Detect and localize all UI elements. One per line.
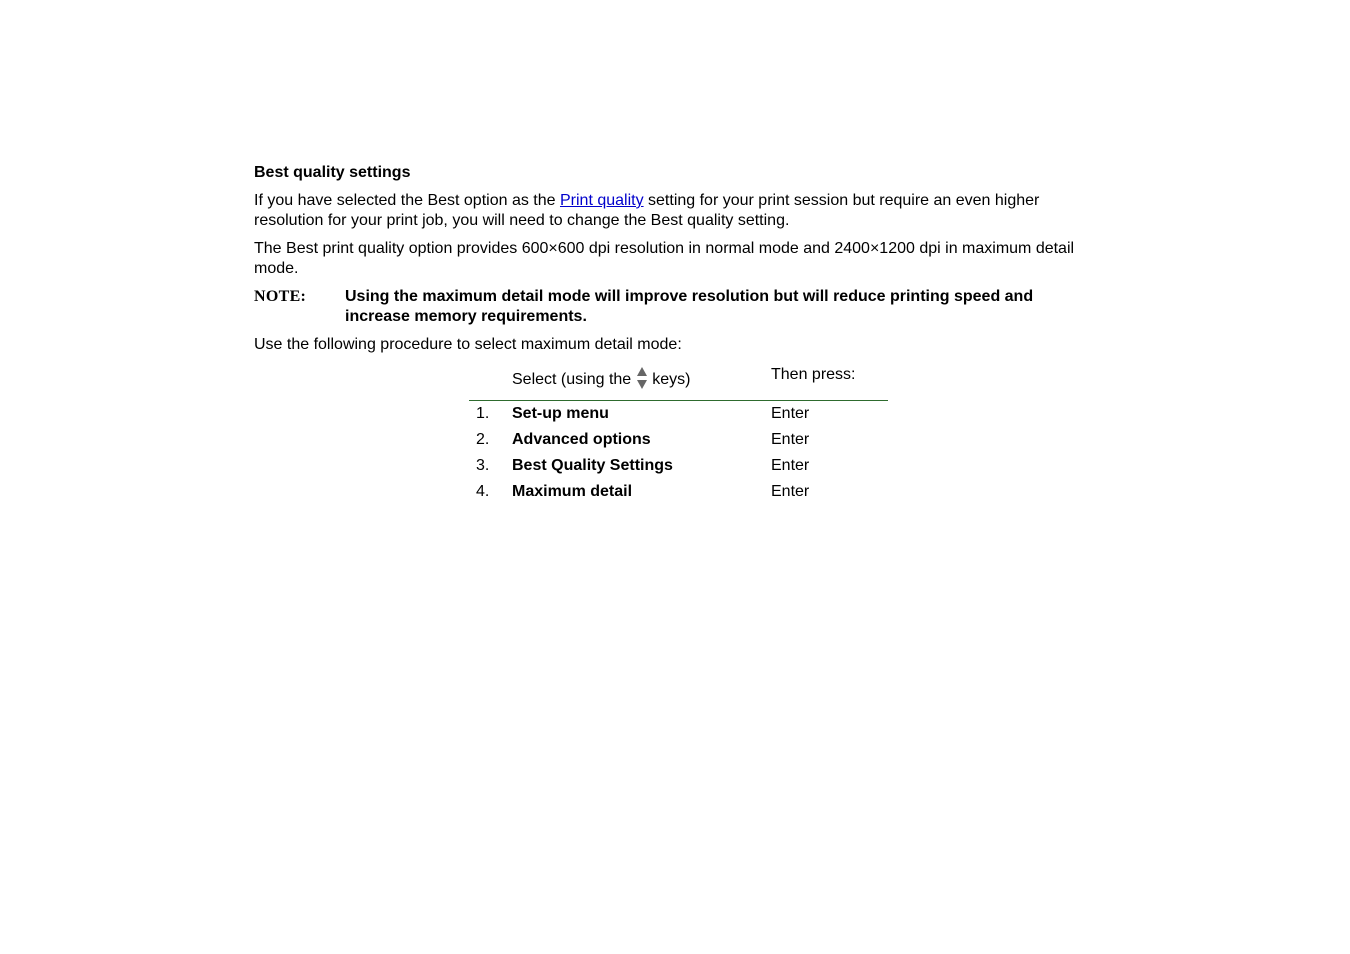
header-press-cell: Then press: [771,365,888,401]
procedure-table [469,365,888,505]
step-number: 4. [476,483,490,500]
up-down-arrow-keys-icon [636,366,648,390]
section-heading: Best quality settings [254,164,411,181]
step-select: Advanced options [512,431,651,448]
step-press: Enter [771,457,810,474]
step-press: Enter [771,405,810,422]
procedure-step-row [469,401,888,428]
procedure-step-row [469,453,888,479]
step-select: Maximum detail [512,483,633,500]
header-select-cell [512,365,771,401]
procedure-header-row [469,365,888,401]
note-block [254,287,1094,327]
resolution-paragraph: The Best print quality option provides 600×600 dpi resolution in normal mode and 2400×1200 dpi in maximum detail mode. [254,240,1075,277]
step-number: 3. [476,457,490,474]
note-text: Using the maximum detail mode will improve resolution but will reduce printing speed and increase memory requirements. [345,288,1034,325]
header-select-before: Select (using the [512,371,632,389]
step-select: Set-up menu [512,405,609,422]
step-press: Enter [771,483,810,500]
procedure-intro: Use the following procedure to select maximum detail mode: [254,336,682,353]
step-select: Best Quality Settings [512,457,673,474]
intro-text-before: If you have selected the Best option as the [254,192,560,209]
document-page [254,163,1094,500]
header-select-after: keys) [652,371,691,389]
step-press: Enter [771,431,810,448]
intro-paragraph [254,191,1094,231]
header-number-cell [469,365,512,401]
procedure-step-row [469,479,888,505]
note-label: NOTE: [254,288,307,305]
intro-text-after: setting for your print session but require an even higher resolution for your print job, you will need to change the Best quality setting. [254,192,1040,229]
step-number: 1. [476,405,490,422]
procedure-step-row [469,427,888,453]
print-quality-link[interactable]: Print quality [559,192,644,209]
step-number: 2. [476,431,490,448]
